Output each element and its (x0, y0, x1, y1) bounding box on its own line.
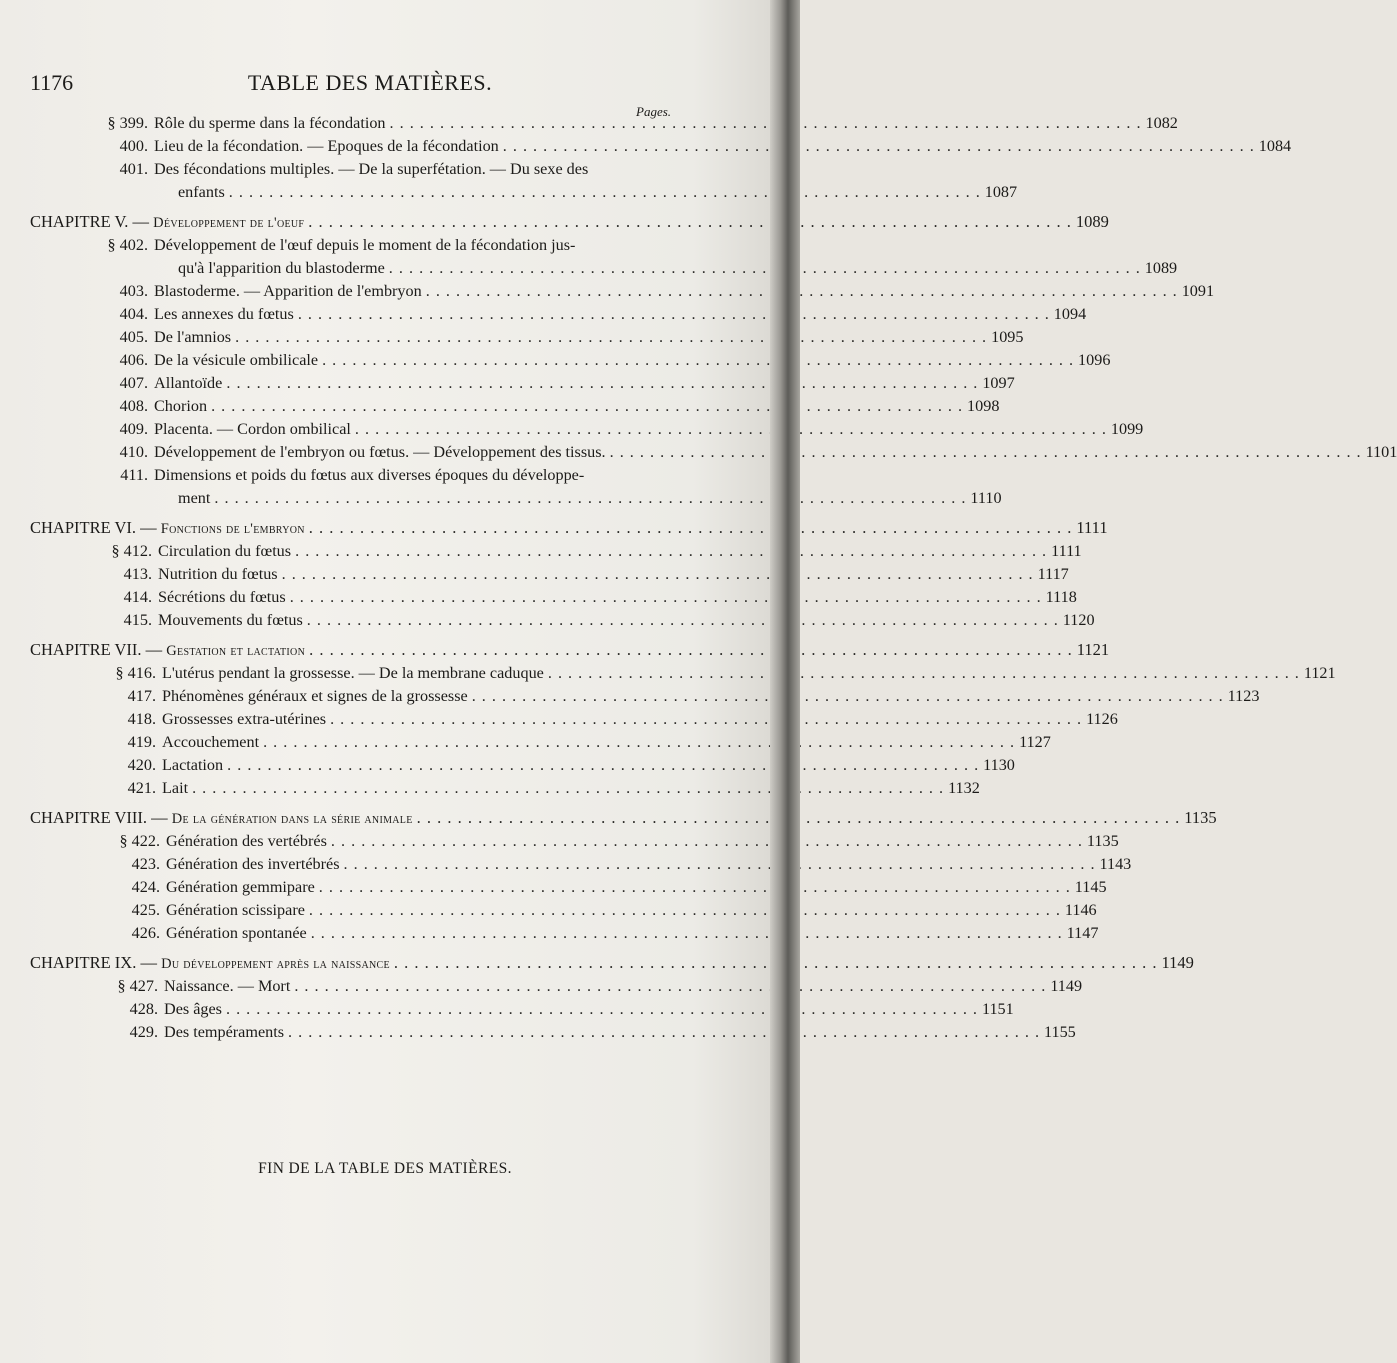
entry-title: De la vésicule ombilicale (154, 351, 319, 369)
entry-page: 1084 (1258, 137, 1292, 155)
chapter-label: CHAPITRE VI. — (30, 518, 157, 537)
dot-leader (499, 135, 1255, 158)
section-number: 417. (127, 687, 156, 705)
toc-entry (30, 158, 702, 181)
section-number: § 422. (119, 832, 160, 850)
dot-leader (315, 876, 1071, 899)
toc-entry-continuation (30, 257, 1178, 280)
chapter-page: 1111 (1076, 518, 1108, 537)
entry-title: Dimensions et poids du fœtus aux diverses époques du développe- (154, 466, 585, 484)
entry-page: 1087 (984, 183, 1018, 201)
entry-page: 1143 (1099, 855, 1132, 873)
toc-entry (30, 853, 1132, 876)
toc-entry (30, 685, 1260, 708)
entry-title: Lieu de la fécondation. — Epoques de la fécondation (154, 137, 499, 155)
dot-leader (207, 395, 963, 418)
chapter-heading (30, 638, 1110, 662)
section-number: 423. (131, 855, 160, 873)
toc-entry (30, 662, 1336, 685)
entry-title: Accouchement (162, 733, 260, 751)
section-number: 411. (120, 466, 148, 484)
section-number: 420. (127, 756, 156, 774)
chapter-title (30, 638, 305, 663)
dot-leader (286, 586, 1042, 609)
toc-entry (30, 441, 1397, 464)
entry-page: 1091 (1181, 282, 1215, 300)
dot-leader (225, 181, 981, 204)
chapter-label: CHAPITRE IX. — (30, 953, 157, 972)
entry-page: 1098 (967, 397, 1000, 415)
entry-page: 1155 (1044, 1023, 1076, 1041)
section-number: 409. (119, 420, 148, 438)
chapter-title (30, 516, 305, 541)
section-number: 410. (119, 443, 148, 461)
toc-entry (30, 303, 1087, 326)
section-number: 401. (119, 160, 148, 178)
entry-title: L'utérus pendant la grossesse. — De la membrane caduque (162, 664, 544, 682)
entry-title: Des âges (164, 1000, 222, 1018)
entry-title: Mouvements du fœtus (158, 611, 303, 629)
entry-title: Allantoïde (154, 374, 223, 392)
dot-leader (290, 975, 1046, 998)
chapter-heading (30, 951, 1194, 975)
chapter-label: CHAPITRE V. — (30, 212, 150, 231)
dot-leader (231, 326, 987, 349)
toc-entry (30, 372, 1015, 395)
dot-leader (307, 922, 1063, 945)
toc-entry (30, 586, 1077, 609)
entry-page: 1126 (1086, 710, 1118, 728)
entry-page: 1094 (1053, 305, 1087, 323)
section-number: 415. (123, 611, 152, 629)
section-number: § 427. (117, 977, 158, 995)
toc-entry (30, 563, 1069, 586)
entry-page: 1149 (1050, 977, 1083, 995)
chapter-label: CHAPITRE VII. — (30, 640, 163, 659)
entry-title: Circulation du fœtus (158, 542, 292, 560)
section-number: 424. (131, 878, 160, 896)
toc-entry (30, 135, 1292, 158)
entry-title: Chorion (154, 397, 208, 415)
section-number: 404. (119, 305, 148, 323)
section-number: 400. (119, 137, 148, 155)
toc-entry (30, 395, 1000, 418)
entry-page: 1120 (1062, 611, 1095, 629)
section-number: 406. (119, 351, 148, 369)
entry-page: 1130 (983, 756, 1015, 774)
entry-title: Rôle du sperme dans la fécondation (154, 114, 386, 132)
entry-title-continuation: ment (178, 489, 211, 507)
dot-leader (304, 210, 1072, 234)
entry-title: Génération des invertébrés (166, 855, 340, 873)
entry-title: Génération gemmipare (166, 878, 315, 896)
entry-title-continuation: enfants (178, 183, 225, 201)
chapter-title (30, 951, 390, 976)
toc-entry (30, 830, 1119, 853)
dot-leader (188, 777, 944, 800)
dot-leader (468, 685, 1224, 708)
section-number: 426. (131, 924, 160, 942)
end-of-table-text: FIN DE LA TABLE DES MATIÈRES. (258, 1160, 512, 1177)
pages-column-label: Pages. (636, 104, 672, 119)
entry-title: De l'amnios (154, 328, 232, 346)
section-number: 408. (119, 397, 148, 415)
toc-entry (30, 609, 1095, 632)
entry-page: 1082 (1145, 114, 1178, 132)
dot-leader (291, 540, 1047, 563)
dot-leader (351, 418, 1107, 441)
dot-leader (222, 998, 978, 1021)
section-number: § 416. (115, 664, 156, 682)
chapter-subject: Gestation et lactation (166, 643, 306, 659)
chapter-page: 1089 (1075, 212, 1109, 231)
dot-leader (305, 899, 1061, 922)
dot-leader (386, 112, 1142, 135)
entry-page: 1089 (1144, 259, 1178, 277)
entry-title: Lait (162, 779, 189, 797)
section-number: 428. (129, 1000, 158, 1018)
section-number: 421. (127, 779, 156, 797)
section-number: § 412. (111, 542, 152, 560)
entry-page: 1146 (1064, 901, 1097, 919)
toc-entry (30, 754, 1015, 777)
dot-leader (284, 1021, 1040, 1044)
dot-leader (385, 257, 1141, 280)
chapter-heading (30, 516, 1108, 540)
chapter-heading (30, 210, 1109, 234)
chapter-page: 1135 (1184, 808, 1217, 827)
dot-leader (222, 372, 978, 395)
toc-entry (30, 922, 1099, 945)
entry-title: Grossesses extra-utérines (162, 710, 327, 728)
entry-title: Blastoderme. — Apparition de l'embryon (154, 282, 422, 300)
entry-title: Génération scissipare (166, 901, 305, 919)
entry-page: 1101 (1365, 443, 1397, 461)
entry-page: 1095 (991, 328, 1024, 346)
dot-leader (210, 487, 966, 510)
section-number: 413. (123, 565, 152, 583)
entry-page: 1147 (1066, 924, 1099, 942)
toc-entry (30, 349, 1111, 372)
entry-page: 1097 (982, 374, 1015, 392)
entry-page: 1151 (981, 1000, 1014, 1018)
toc-entry (30, 1021, 1076, 1044)
page-header (30, 70, 710, 100)
entry-page: 1121 (1303, 664, 1336, 682)
dot-leader (305, 516, 1073, 540)
toc-entry (30, 899, 1097, 922)
entry-title: Naissance. — Mort (164, 977, 291, 995)
entry-title: Développement de l'embryon ou fœtus. — Développement des tissus. (154, 443, 606, 461)
entry-page: 1132 (948, 779, 980, 797)
entry-page: 1111 (1051, 542, 1082, 560)
table-of-contents (30, 112, 1397, 1044)
dot-leader (303, 609, 1059, 632)
entry-title: Des fécondations multiples. — De la superfétation. — Du sexe des (154, 160, 589, 178)
dot-leader (318, 349, 1074, 372)
toc-entry (30, 777, 980, 800)
book-spine-shadow (770, 0, 800, 1363)
section-number: 414. (123, 588, 152, 606)
entry-title: Phénomènes généraux et signes de la grossesse (162, 687, 468, 705)
chapter-label: CHAPITRE VIII. — (30, 808, 168, 827)
section-number: 429. (129, 1023, 158, 1041)
dot-leader (278, 563, 1034, 586)
section-number: 418. (127, 710, 156, 728)
toc-entry (30, 731, 1051, 754)
section-number: 407. (119, 374, 148, 392)
entry-page: 1135 (1086, 832, 1119, 850)
section-number: 419. (127, 733, 156, 751)
toc-entry (30, 998, 1014, 1021)
entry-title: Des tempéraments (164, 1023, 285, 1041)
chapter-subject: De la génération dans la série animale (171, 811, 413, 827)
page-number: 1176 (30, 70, 74, 95)
toc-entry (30, 876, 1107, 899)
toc-entry (30, 708, 1118, 731)
entry-title: Génération des vertébrés (166, 832, 327, 850)
entry-title: Les annexes du fœtus (154, 305, 294, 323)
entry-title: Nutrition du fœtus (158, 565, 278, 583)
entry-page: 1099 (1110, 420, 1144, 438)
chapter-subject: Fonctions de l'embryon (160, 521, 305, 537)
section-number: 405. (119, 328, 148, 346)
entry-title: Lactation (162, 756, 224, 774)
chapter-subject: Du développement après la naissance (161, 956, 390, 972)
chapter-title (30, 210, 304, 235)
chapter-subject: Développement de l'oeuf (153, 215, 305, 231)
dot-leader (340, 853, 1096, 876)
dot-leader (294, 303, 1050, 326)
section-number: 425. (131, 901, 160, 919)
chapter-heading (30, 806, 1217, 830)
entry-title: Placenta. — Cordon ombilical (154, 420, 351, 438)
entry-page: 1127 (1019, 733, 1051, 751)
chapter-title (30, 806, 413, 831)
section-number: § 399. (107, 114, 148, 132)
section-number: 403. (119, 282, 148, 300)
toc-entry (30, 540, 1082, 563)
toc-entry (30, 418, 1144, 441)
running-title: TABLE DES MATIÈRES. (247, 70, 493, 95)
dot-leader (305, 638, 1073, 662)
entry-title: Développement de l'œuf depuis le moment de la fécondation jus- (154, 236, 576, 254)
entry-page: 1117 (1037, 565, 1069, 583)
dot-leader (326, 708, 1082, 731)
entry-page: 1118 (1045, 588, 1077, 606)
toc-entry-continuation (30, 181, 1018, 204)
dot-leader (606, 441, 1362, 464)
toc-entry (30, 280, 1215, 303)
entry-title: Sécrétions du fœtus (158, 588, 286, 606)
section-number: § 402. (107, 236, 148, 254)
entry-page: 1145 (1074, 878, 1107, 896)
entry-title: Génération spontanée (166, 924, 307, 942)
dot-leader (259, 731, 1015, 754)
toc-entry (30, 464, 702, 487)
entry-page: 1096 (1078, 351, 1111, 369)
entry-page: 1110 (970, 489, 1002, 507)
entry-page: 1123 (1227, 687, 1260, 705)
toc-entry (30, 234, 702, 257)
dot-leader (327, 830, 1083, 853)
chapter-page: 1121 (1076, 640, 1110, 659)
dot-leader (223, 754, 979, 777)
chapter-page: 1149 (1161, 953, 1194, 972)
toc-entry (30, 112, 1178, 135)
entry-title-continuation: qu'à l'apparition du blastoderme (178, 259, 385, 277)
toc-entry (30, 326, 1024, 349)
toc-entry-continuation (30, 487, 1002, 510)
toc-entry (30, 975, 1083, 998)
dot-leader (544, 662, 1300, 685)
